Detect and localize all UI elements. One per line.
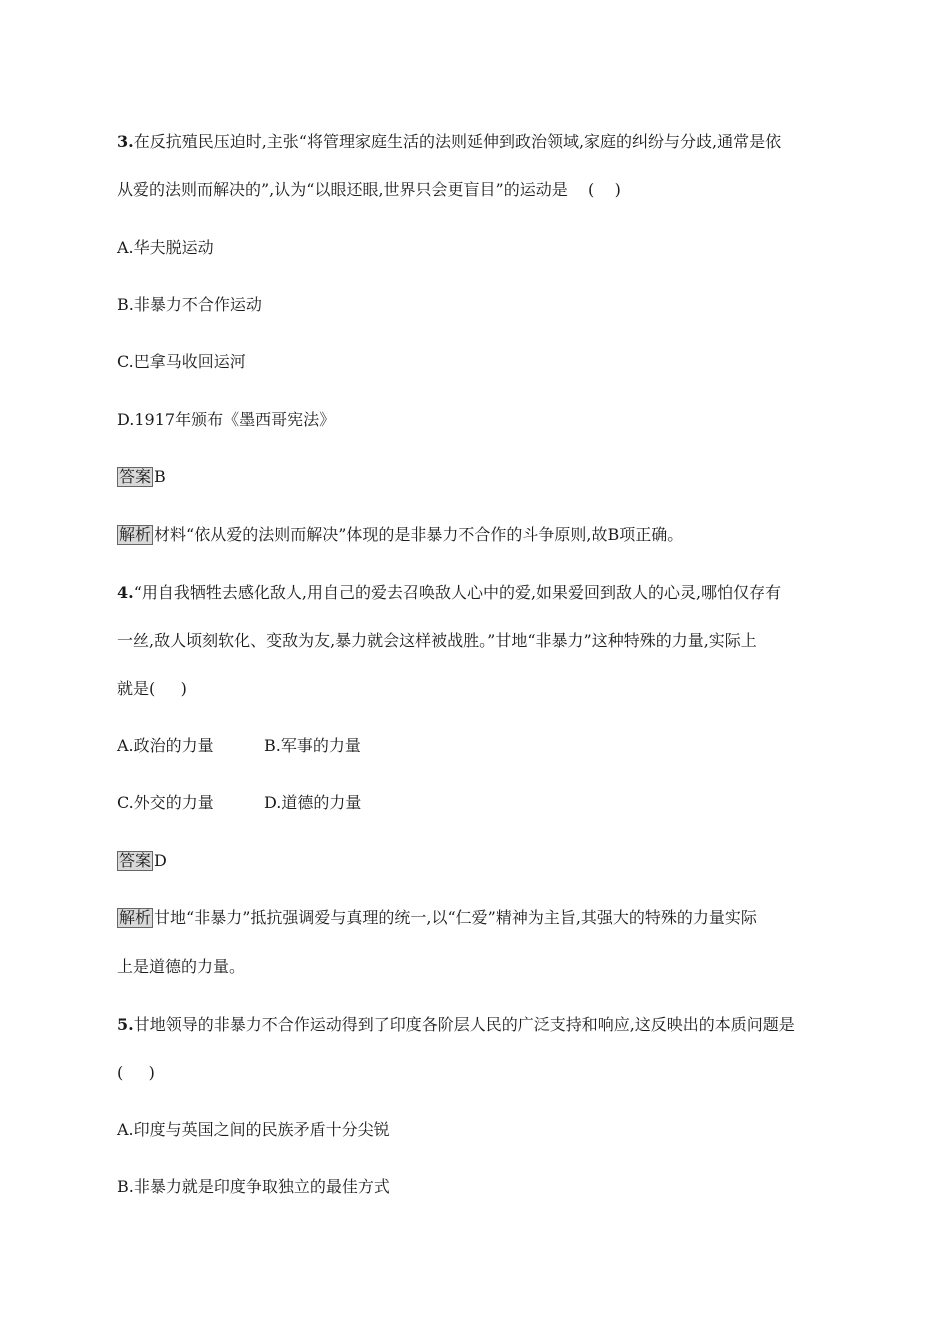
question-4-answer: [117, 851, 167, 871]
question-3-analysis: 解析 材料“依从爱的法则而解决”体现的是非暴力不合作的斗争原则,故B项正确。: [119, 525, 684, 544]
analysis-tag: 解析: [119, 908, 152, 927]
question-4-stem-line-3: 就是( ): [117, 679, 187, 698]
question-4-option-c: C.外交的力量: [117, 793, 214, 812]
answer-tag: 答案: [119, 467, 152, 486]
question-5-stem-line-1: 5.甘地领导的非暴力不合作运动得到了印度各阶层人民的广泛支持和响应,这反映出的本质问题是: [117, 1015, 795, 1034]
question-3-option-c: C.巴拿马收回运河: [117, 352, 246, 371]
question-3-option-b: B.非暴力不合作运动: [117, 295, 262, 314]
question-4-options-row-1: [117, 736, 517, 756]
question-4-analysis-line-2: 上是道德的力量。: [117, 957, 246, 976]
question-4-analysis-line-1: 解析 甘地“非暴力”抵抗强调爱与真理的统一,以“仁爱”精神为主旨,其强大的特殊的力量实际: [119, 908, 757, 927]
question-4-option-d: D.道德的力量: [264, 793, 362, 812]
question-4-stem-line-2: 一丝,敌人顷刻软化、变敌为友,暴力就会这样被战胜。”甘地“非暴力”这种特殊的力量,实际上: [117, 631, 757, 650]
question-3-option-a: A.华夫脱运动: [117, 238, 214, 257]
question-3-stem-line-1: 3.在反抗殖民压迫时,主张“将管理家庭生活的法则延伸到政治领域,家庭的纠纷与分歧,通常是依: [117, 132, 782, 151]
question-3-answer: [117, 467, 166, 487]
question-number: 5.: [117, 1015, 134, 1034]
answer-value: D: [154, 851, 167, 870]
question-number: 4.: [117, 583, 134, 602]
question-4-option-b: B.军事的力量: [264, 736, 361, 755]
question-4-option-a: A.政治的力量: [117, 736, 214, 755]
question-number: 3.: [117, 132, 134, 151]
question-4-options-row-2: [117, 793, 517, 813]
answer-tag: 答案: [119, 851, 152, 870]
question-5-stem-line-2: ( ): [117, 1063, 155, 1082]
answer-value: B: [154, 467, 166, 486]
question-5-option-b: B.非暴力就是印度争取独立的最佳方式: [117, 1177, 390, 1196]
question-3-stem-line-2: 从爱的法则而解决的”,认为“以眼还眼,世界只会更盲目”的运动是 ( ): [117, 180, 621, 199]
question-5-option-a: A.印度与英国之间的民族矛盾十分尖锐: [117, 1120, 390, 1139]
question-4-stem-line-1: 4.“用自我牺牲去感化敌人,用自己的爱去召唤敌人心中的爱,如果爱回到敌人的心灵,哪怕仅存有: [117, 583, 782, 602]
question-3-option-d: D.1917年颁布《墨西哥宪法》: [117, 410, 336, 429]
analysis-tag: 解析: [119, 525, 152, 544]
